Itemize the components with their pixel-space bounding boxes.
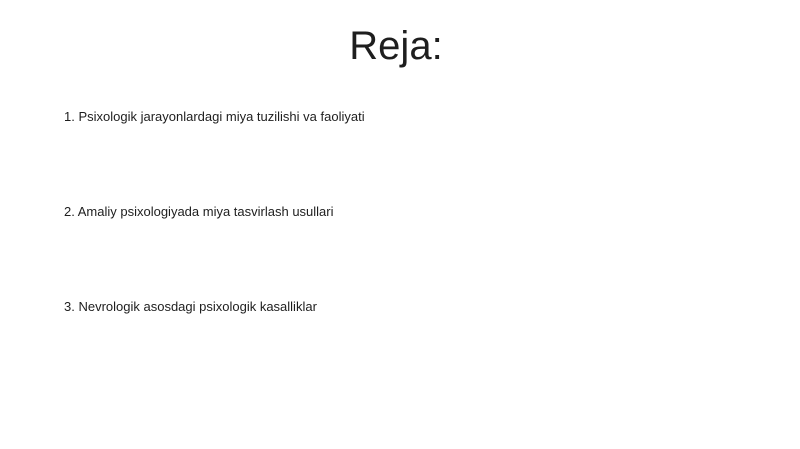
outline-item-3: 3. Nevrologik asosdagi psixologik kasalliklar [64, 299, 317, 314]
outline-list [64, 108, 365, 393]
outline-item-1: 1. Psixologik jarayonlardagi miya tuzilishi va faoliyati [64, 109, 365, 124]
outline-item-2: 2. Amaliy psixologiyada miya tasvirlash usullari [64, 204, 334, 219]
slide-title: Reja: [349, 24, 443, 68]
